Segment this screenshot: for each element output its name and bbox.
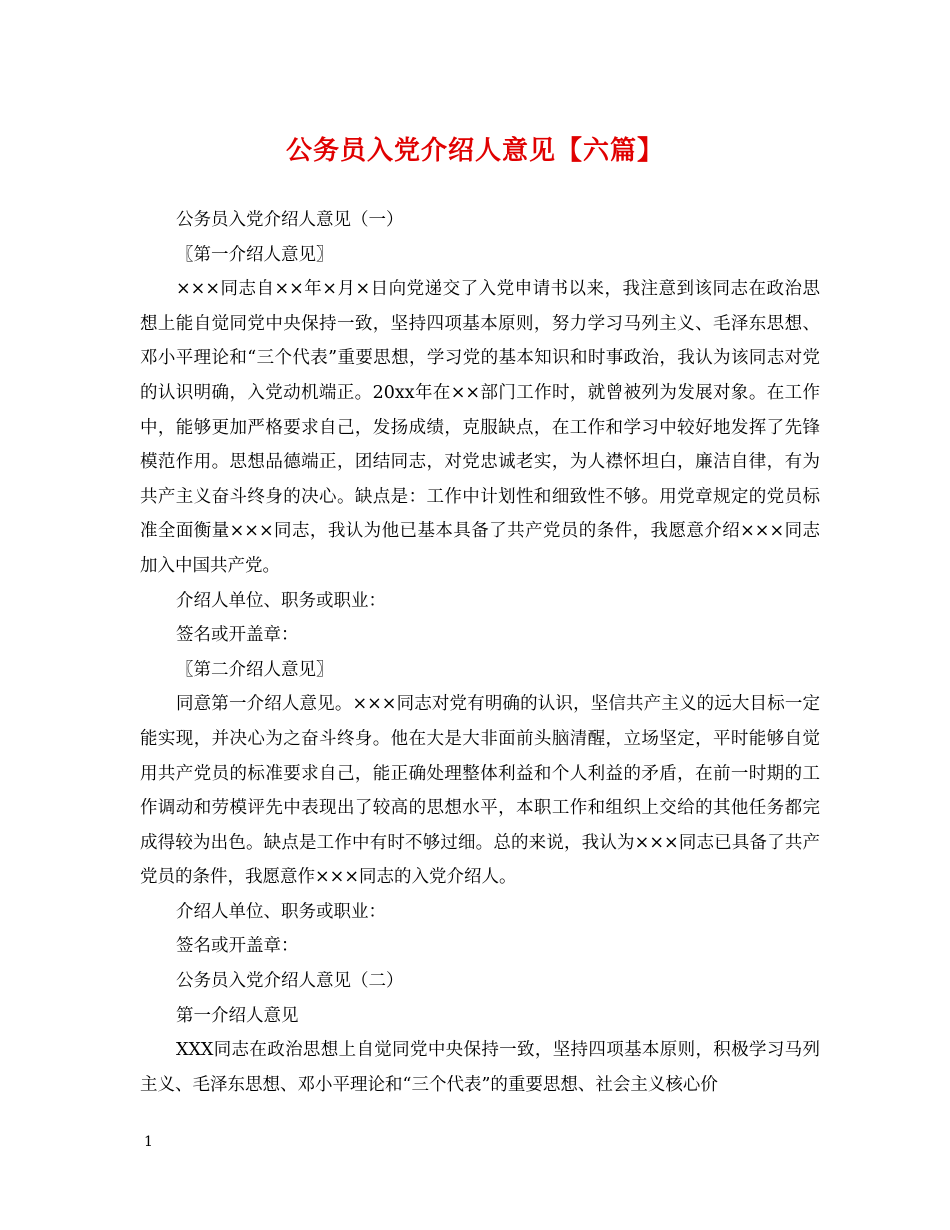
signature-line: 签名或开盖章： [176,936,299,957]
body-paragraph: 同意第一介绍人意见。×××同志对党有明确的认识，坚信共产主义的远大目标一定能实现，并决心为之奋斗终身。他在大是大非面前头脑清醒，立场坚定，平时能够自觉用共产党员的标准要求自己，能正确处理整体利益和个人利益的矛盾，在前一时期的工作调动和劳模评先中表现出了较高的思想水平，本职工作和组织上交给的其他任务都完成得较为出色。缺点是工作中有时不够过细。总的来说，我认为×××同志已具备了共产党员的条件，我愿意作×××同志的入党介绍人。 [140,694,820,888]
signature-line: 介绍人单位、职务或职业： [176,901,386,922]
subsection-heading: 〖第二介绍人意见〗 [176,659,334,680]
subsection-heading: 第一介绍人意见 [176,1005,299,1026]
body-paragraph: ×××同志自××年×月×日向党递交了入党申请书以来，我注意到该同志在政治思想上能自觉同党中央保持一致，坚持四项基本原则，努力学习马列主义、毛泽东思想、邓小平理论和“三个代表”重要思想，学习党的基本知识和时事政治，我认为该同志对党的认识明确，入党动机端正。20xx年在××部门工作时，就曾被列为发展对象。在工作中，能够更加严格要求自己，发扬成绩，克服缺点，在工作和学习中较好地发挥了先锋模范作用。思想品德端正，团结同志，对党忠诚老实，为人襟怀坦白，廉洁自律，有为共产主义奋斗终身的决心。缺点是：工作中计划性和细致性不够。用党章规定的党员标准全面衡量×××同志，我认为他已基本具备了共产党员的条件，我愿意介绍×××同志加入中国共产党。 [140,279,820,576]
page-number: 1 [144,1134,153,1150]
document-body [140,203,820,1102]
section-heading: 公务员入党介绍人意见（一） [176,210,404,230]
signature-line: 介绍人单位、职务或职业： [176,590,386,611]
signature-line: 签名或开盖章： [176,625,299,646]
subsection-heading: 〖第一介绍人意见〗 [176,244,334,265]
document-title: 公务员入党介绍人意见【六篇】 [285,136,664,166]
section-heading: 公务员入党介绍人意见（二） [176,971,404,992]
body-paragraph: XXX同志在政治思想上自觉同党中央保持一致，坚持四项基本原则，积极学习马列主义、毛泽东思想、邓小平理论和“三个代表”的重要思想、社会主义核心价 [140,1040,820,1095]
